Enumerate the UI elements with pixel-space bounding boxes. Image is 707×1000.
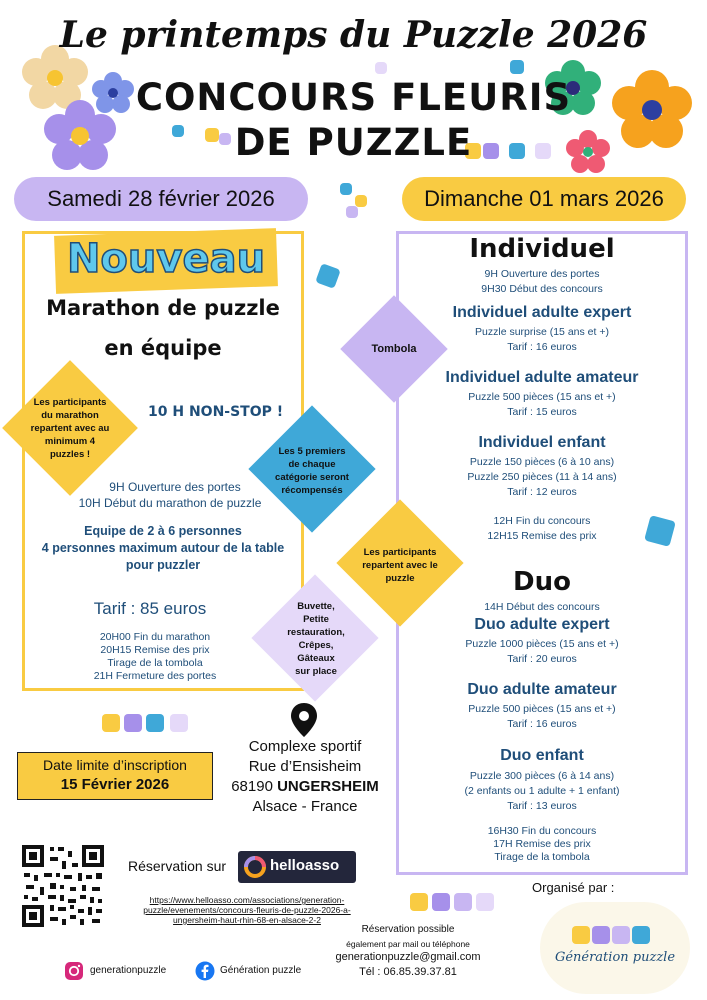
saturday-start: 10H Début du marathon de puzzle bbox=[78, 496, 262, 510]
puzzle-piece-icon bbox=[375, 62, 387, 74]
url-line: ungersheim-haut-rhin-68-en-alsace-2-2 bbox=[173, 915, 321, 925]
venue-line2: Rue d’Ensisheim bbox=[248, 758, 362, 775]
duo-start: 14H Début des concours bbox=[484, 601, 600, 613]
callout-line: Les 5 premiers bbox=[278, 446, 346, 457]
helloasso-button[interactable] bbox=[238, 851, 356, 883]
organizer-name: Génération puzzle bbox=[554, 950, 676, 965]
callout-line: minimum 4 bbox=[44, 436, 96, 447]
map-pin-icon bbox=[289, 702, 319, 738]
team-line1: Equipe de 2 à 6 personnes bbox=[84, 524, 242, 538]
puzzle-piece-icon bbox=[102, 714, 120, 732]
individuel-end-1: 12H Fin du concours bbox=[493, 515, 591, 527]
category-line: Puzzle 1000 pièces (15 ans et +) bbox=[465, 638, 619, 650]
duo-end-1: 16H30 Fin du concours bbox=[487, 825, 597, 837]
category-title: Individuel enfant bbox=[478, 434, 606, 451]
callout-line: de chaque bbox=[288, 459, 336, 470]
category-title: Duo adulte expert bbox=[474, 616, 610, 633]
category-line: Tarif : 13 euros bbox=[507, 800, 577, 812]
duo-end-2: 17H Remise des prix bbox=[493, 838, 591, 850]
callout-line: repartent avec le bbox=[362, 560, 438, 571]
venue-line1: Complexe sportif bbox=[248, 738, 362, 755]
team-line3: pour puzzler bbox=[125, 558, 201, 572]
helloasso-url[interactable] bbox=[112, 895, 382, 925]
saturday-end-4: 21H Fermeture des portes bbox=[93, 670, 217, 682]
callout-line: puzzles ! bbox=[49, 449, 91, 460]
callout-line: repartent avec au bbox=[30, 423, 110, 434]
qr-code[interactable] bbox=[20, 843, 106, 929]
helloasso-brand: helloasso bbox=[270, 857, 340, 874]
reservation-email[interactable]: generationpuzzle@gmail.com bbox=[335, 951, 481, 963]
url-line: https://www.helloasso.com/associations/generation- bbox=[149, 895, 345, 905]
category-line: Puzzle 150 pièces (6 à 10 ans) bbox=[469, 456, 615, 468]
callout-line: du marathon bbox=[41, 410, 99, 421]
callout-line: sur place bbox=[295, 666, 337, 677]
marathon-title-line1: Marathon de puzzle bbox=[46, 296, 280, 320]
category-line: Puzzle 500 pièces (15 ans et +) bbox=[468, 703, 616, 715]
reservation-label: Réservation sur bbox=[128, 858, 227, 874]
category-line: Tarif : 16 euros bbox=[507, 718, 577, 730]
individuel-title: Individuel bbox=[469, 234, 615, 264]
puzzle-piece-icon bbox=[612, 926, 630, 944]
callout-line: Les participants bbox=[33, 397, 107, 408]
saturday-tarif: Tarif : 85 euros bbox=[93, 599, 207, 618]
tombola-label: Tombola bbox=[371, 343, 417, 355]
puzzle-piece-icon bbox=[124, 714, 142, 732]
instagram-icon[interactable] bbox=[64, 961, 84, 981]
puzzle-piece-icon bbox=[632, 926, 650, 944]
puzzle-piece-icon bbox=[315, 263, 341, 289]
individuel-end-2: 12H15 Remise des prix bbox=[487, 530, 597, 542]
puzzle-piece-icon bbox=[572, 926, 590, 944]
callout-line: récompensés bbox=[281, 485, 343, 496]
category-title: Duo enfant bbox=[500, 747, 584, 764]
sunday-date-pill: Dimanche 01 mars 2026 bbox=[402, 177, 686, 221]
category-line: (2 enfants ou 1 adulte + 1 enfant) bbox=[464, 785, 620, 797]
puzzle-piece-icon bbox=[454, 893, 472, 911]
category-line: Tarif : 16 euros bbox=[507, 341, 577, 353]
individuel-time-1: 9H Ouverture des portes bbox=[484, 268, 600, 280]
url-line: puzzle/evenements/concours-fleuris-de-puzzle-2026-a- bbox=[143, 905, 351, 915]
saturday-end-2: 20H15 Remise des prix bbox=[100, 644, 210, 656]
callout-line: Crêpes, bbox=[298, 640, 334, 651]
callout-line: Petite bbox=[303, 614, 329, 625]
reservation-possible: Réservation possible bbox=[361, 924, 455, 935]
marathon-title-line2: en équipe bbox=[104, 336, 222, 360]
puzzle-piece-icon bbox=[410, 893, 428, 911]
helloasso-logo-icon bbox=[244, 856, 266, 878]
puzzle-piece-icon bbox=[346, 206, 358, 218]
saturday-date-pill: Samedi 28 février 2026 bbox=[14, 177, 308, 221]
category-title: Individuel adulte amateur bbox=[445, 369, 639, 386]
saturday-end-1: 20H00 Fin du marathon bbox=[99, 631, 211, 643]
puzzle-piece-icon bbox=[340, 183, 352, 195]
puzzle-piece-icon bbox=[510, 60, 524, 74]
category-line: Tarif : 12 euros bbox=[507, 486, 577, 498]
callout-line: catégorie seront bbox=[275, 472, 349, 483]
reservation-also: également par mail ou téléphone bbox=[346, 939, 470, 949]
puzzle-piece-icon bbox=[432, 893, 450, 911]
organizer-logo bbox=[540, 902, 690, 994]
deadline-date: 15 Février 2026 bbox=[60, 776, 170, 793]
venue-city: UNGERSHEIM bbox=[277, 778, 379, 795]
category-line: Puzzle 500 pièces (15 ans et +) bbox=[468, 391, 616, 403]
facebook-handle[interactable]: Génération puzzle bbox=[220, 965, 302, 976]
team-line2: 4 personnes maximum autour de la table bbox=[41, 541, 285, 555]
puzzle-piece-icon bbox=[355, 195, 367, 207]
venue-postcode: 68190 bbox=[231, 778, 273, 795]
instagram-handle[interactable]: generationpuzzle bbox=[90, 965, 167, 976]
nonstop-label: 10 H NON-STOP ! bbox=[148, 404, 284, 420]
callout-line: Gâteaux bbox=[297, 653, 335, 664]
callout-line: puzzle bbox=[385, 573, 415, 584]
category-line: Puzzle 250 pièces (11 à 14 ans) bbox=[467, 471, 617, 483]
category-line: Tarif : 15 euros bbox=[507, 406, 577, 418]
category-line: Tarif : 20 euros bbox=[507, 653, 577, 665]
callout-line: Buvette, bbox=[297, 601, 335, 612]
nouveau-badge: Nouveau bbox=[66, 236, 266, 282]
puzzle-piece-icon bbox=[170, 714, 188, 732]
deadline-label: Date limite d’inscription bbox=[43, 757, 187, 773]
category-line: Puzzle 300 pièces (6 à 14 ans) bbox=[469, 770, 615, 782]
saturday-end-3: Tirage de la tombola bbox=[107, 657, 203, 669]
organizer-label: Organisé par : bbox=[532, 880, 615, 895]
facebook-icon[interactable] bbox=[195, 961, 215, 981]
saturday-opening: 9H Ouverture des portes bbox=[109, 480, 241, 494]
puzzle-piece-icon bbox=[476, 893, 494, 911]
reservation-phone[interactable]: Tél : 06.85.39.37.81 bbox=[359, 966, 457, 978]
category-title: Individuel adulte expert bbox=[452, 304, 632, 321]
category-line: Puzzle surprise (15 ans et +) bbox=[475, 326, 609, 338]
puzzle-piece-icon bbox=[592, 926, 610, 944]
main-title-line2: DE PUZZLE bbox=[234, 121, 473, 164]
duo-end-3: Tirage de la tombola bbox=[494, 851, 590, 863]
individuel-time-2: 9H30 Début des concours bbox=[481, 283, 603, 295]
callout-line: restauration, bbox=[287, 627, 345, 638]
duo-title: Duo bbox=[513, 567, 571, 597]
category-title: Duo adulte amateur bbox=[467, 681, 617, 698]
callout-line: Les participants bbox=[363, 547, 437, 558]
puzzle-piece-icon bbox=[146, 714, 164, 732]
script-title: Le printemps du Puzzle 2026 bbox=[59, 14, 648, 56]
main-title-line1: CONCOURS FLEURIS bbox=[135, 76, 572, 119]
venue-line4: Alsace - France bbox=[252, 798, 358, 815]
